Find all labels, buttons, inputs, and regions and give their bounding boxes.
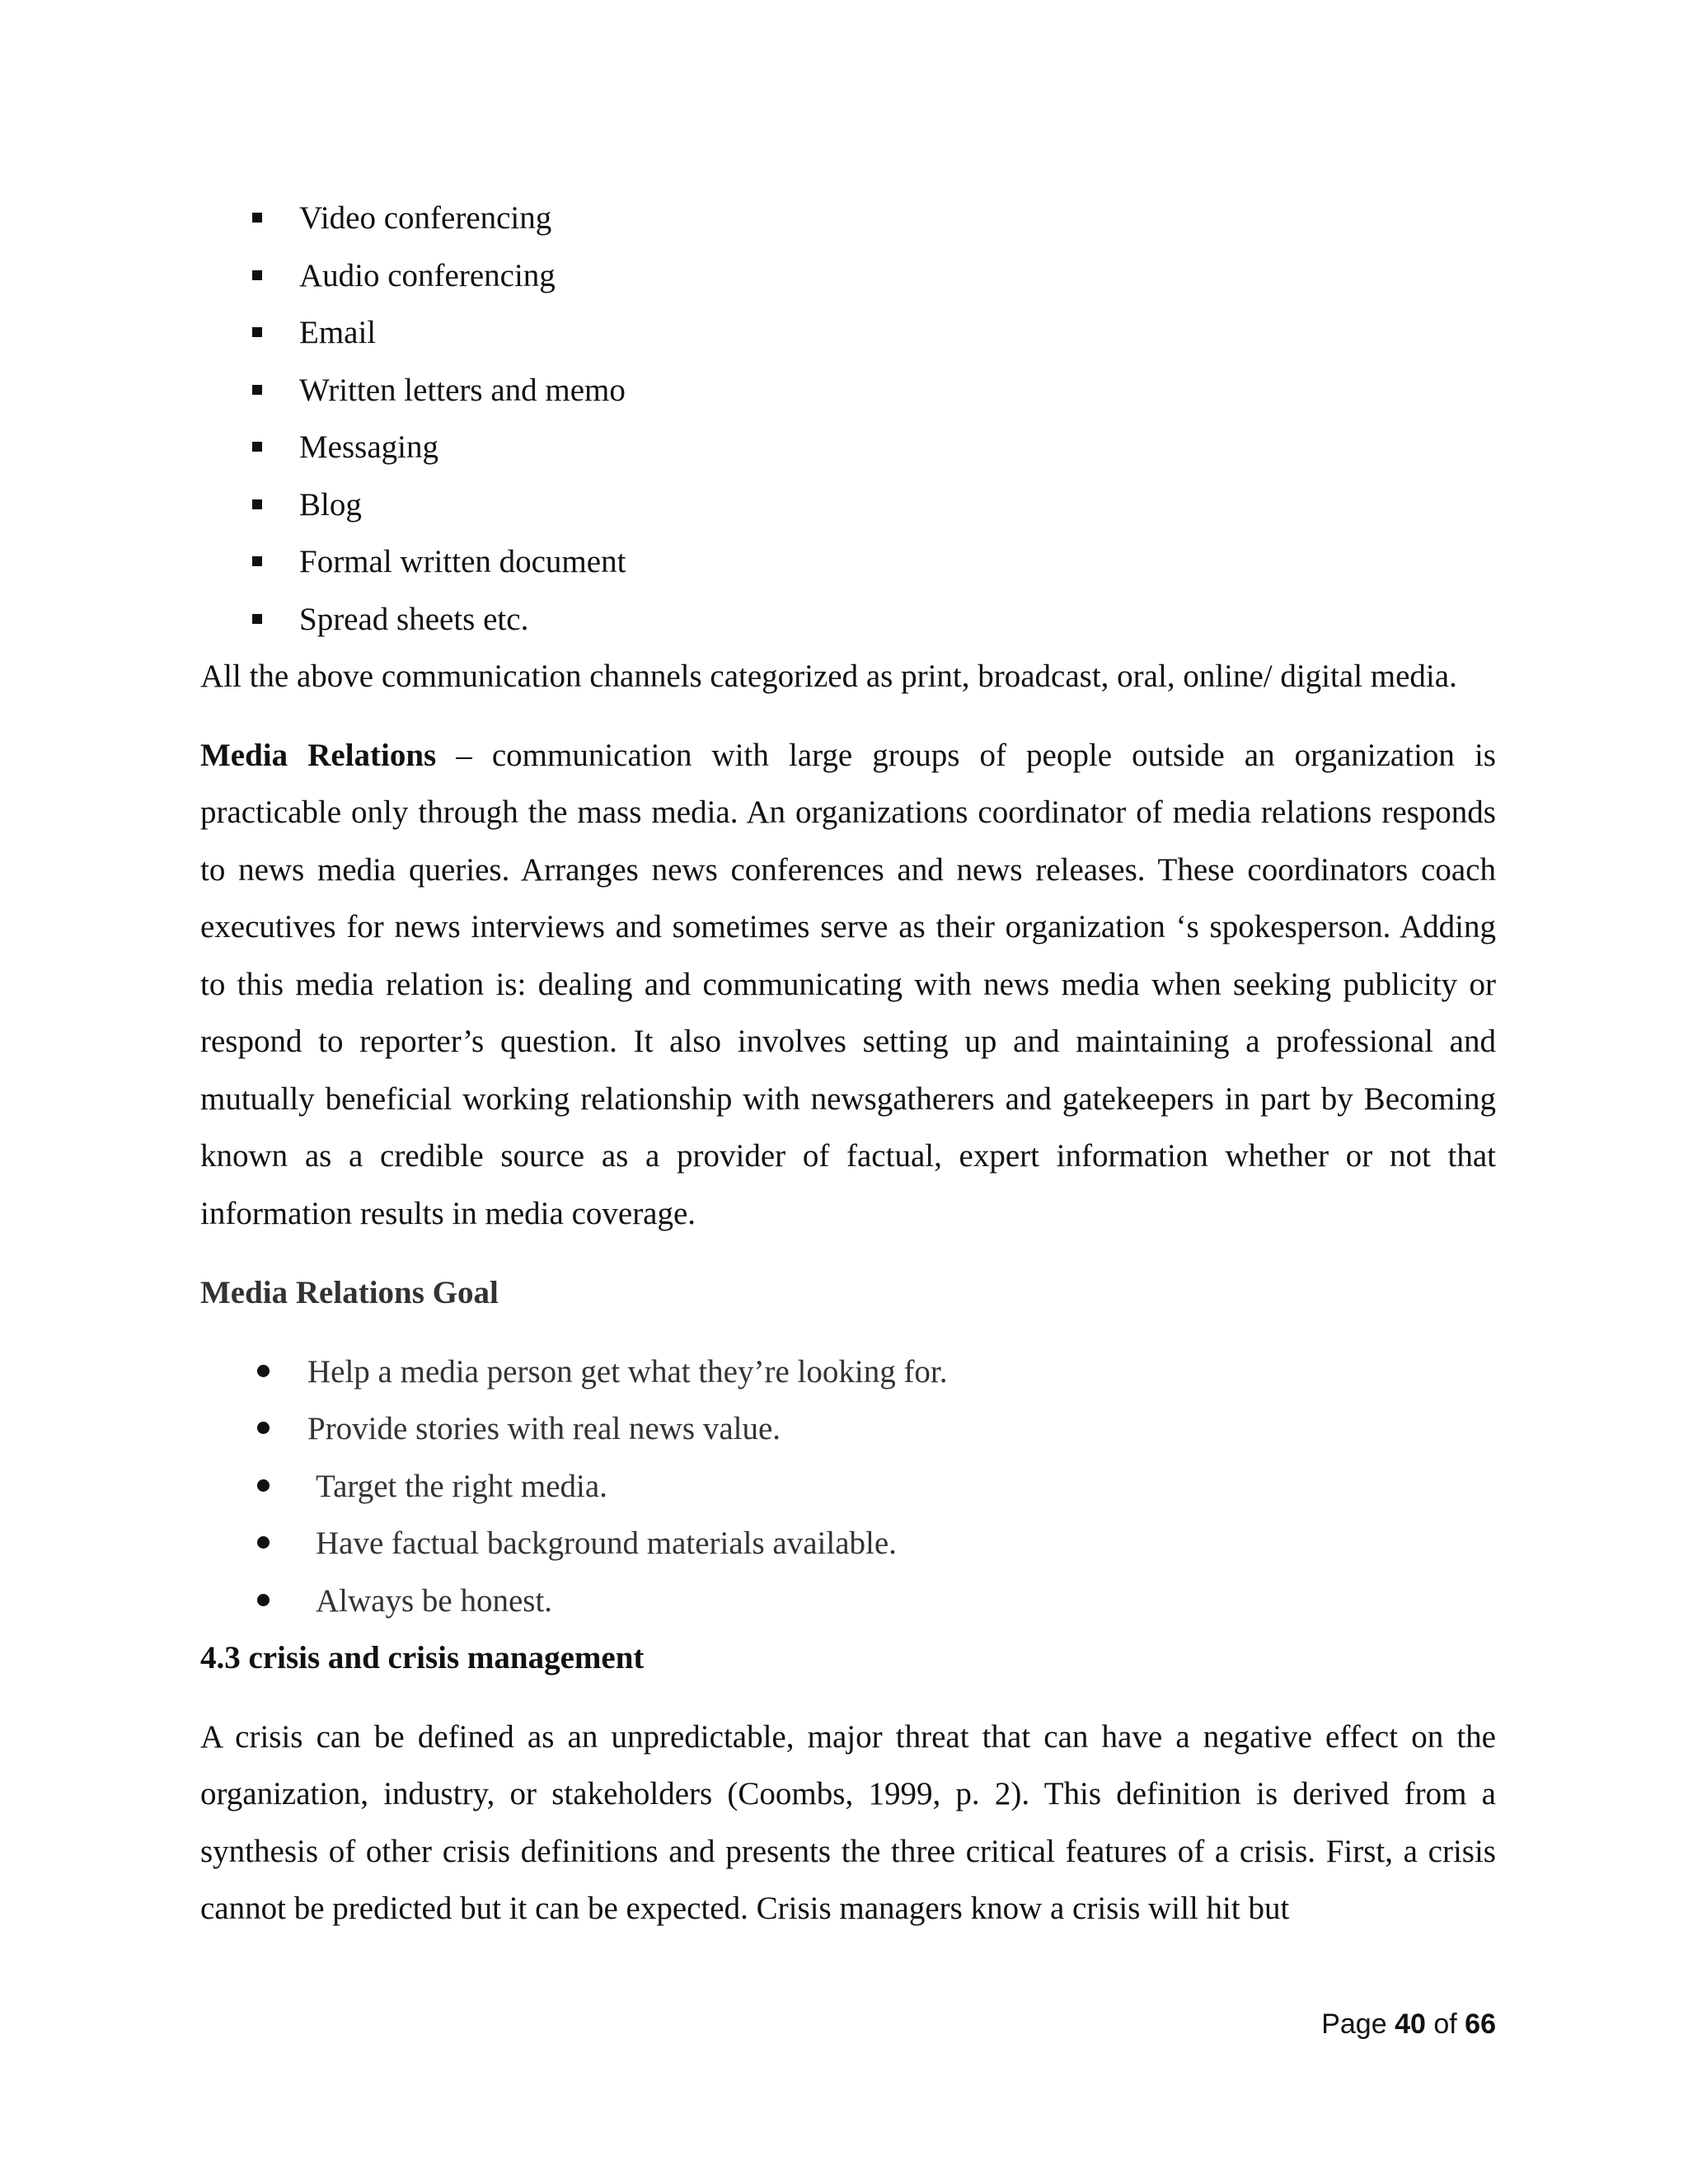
list-item bbox=[200, 190, 1496, 247]
current-page-number: 40 bbox=[1395, 2008, 1426, 2040]
list-item bbox=[200, 476, 1496, 534]
square-bullet-icon bbox=[252, 556, 262, 566]
media-relations-text: – communication with large groups of people outside an organization is practicable only through the mass media. An organizations coordinator of media relations responds to news media queries. Arranges news conferences and news releases. These coordinators coach executives for news interviews and sometimes serve as their organization ‘s spokesperson. Adding to this media relation is: dealing and communicating with news media when seeking publicity or respond to reporter’s question. It also involves setting up and maintaining a professional and mutually beneficial working relationship with newsgatherers and gatekeepers in part by Becoming known as a credible source as a provider of factual, expert information whether or not that information results in media coverage. bbox=[200, 737, 1496, 1231]
square-bullet-icon bbox=[252, 499, 262, 509]
list-item-text: Blog bbox=[299, 486, 362, 523]
list-item bbox=[200, 1400, 1496, 1458]
round-bullet-icon bbox=[257, 1536, 270, 1549]
round-bullet-icon bbox=[257, 1365, 270, 1377]
round-bullet-icon bbox=[257, 1594, 270, 1606]
list-item-text: Always be honest. bbox=[316, 1582, 553, 1619]
crisis-paragraph: A crisis can be defined as an unpredictable, major threat that can have a negative effect on the organization, industry, or stakeholders (Coombs, 1999, p. 2). This definition is derived from a synthesis of other crisis definitions and presents the three critical features of a crisis. First, a crisis cannot be predicted but it can be expected. Crisis managers know a crisis will hit but bbox=[200, 1718, 1496, 1926]
list-item-text: Have factual background materials available. bbox=[316, 1526, 897, 1561]
page-content bbox=[200, 190, 1496, 1938]
list-item-text: Written letters and memo bbox=[299, 372, 626, 408]
spacer bbox=[200, 1322, 1496, 1343]
list-item-text: Formal written document bbox=[299, 544, 626, 579]
list-item bbox=[200, 362, 1496, 419]
list-item bbox=[200, 419, 1496, 476]
list-item bbox=[200, 1572, 1496, 1630]
square-bullet-icon bbox=[252, 213, 262, 223]
channels-list bbox=[200, 190, 1496, 648]
media-relations-term: Media Relations bbox=[200, 737, 437, 773]
round-bullet-icon bbox=[257, 1422, 270, 1434]
square-bullet-icon bbox=[252, 442, 262, 452]
list-item-text: Help a media person get what they’re looking for. bbox=[307, 1353, 948, 1390]
list-item-text: Video conferencing bbox=[299, 200, 552, 236]
list-item bbox=[200, 247, 1496, 305]
square-bullet-icon bbox=[252, 270, 262, 280]
of-label: of bbox=[1433, 2008, 1457, 2040]
page-number-footer bbox=[1321, 2008, 1496, 2041]
list-item-text: Provide stories with real news value. bbox=[307, 1411, 781, 1446]
goal-list bbox=[200, 1343, 1496, 1630]
crisis-section-heading: 4.3 crisis and crisis management bbox=[200, 1640, 645, 1675]
list-item bbox=[200, 1515, 1496, 1572]
list-item bbox=[200, 533, 1496, 591]
media-relations-goal-heading: Media Relations Goal bbox=[200, 1275, 499, 1310]
square-bullet-icon bbox=[252, 327, 262, 337]
list-item-text: Spread sheets etc. bbox=[299, 601, 529, 637]
spacer bbox=[200, 1687, 1496, 1708]
square-bullet-icon bbox=[252, 385, 262, 395]
list-item-text: Audio conferencing bbox=[299, 257, 556, 293]
list-item-text: Email bbox=[299, 315, 377, 350]
page-label: Page bbox=[1321, 2008, 1387, 2040]
spacer bbox=[200, 705, 1496, 727]
round-bullet-icon bbox=[257, 1479, 270, 1492]
total-pages-number: 66 bbox=[1465, 2008, 1496, 2040]
channels-summary-paragraph: All the above communication channels categorized as print, broadcast, oral, online/ digital media. bbox=[200, 658, 1457, 694]
list-item bbox=[200, 304, 1496, 362]
list-item-text: Target the right media. bbox=[316, 1468, 607, 1504]
list-item bbox=[200, 1343, 1496, 1401]
square-bullet-icon bbox=[252, 614, 262, 624]
spacer bbox=[200, 1242, 1496, 1264]
list-item-text: Messaging bbox=[299, 429, 438, 465]
media-relations-paragraph bbox=[200, 727, 1496, 1243]
list-item bbox=[200, 591, 1496, 649]
list-item bbox=[200, 1458, 1496, 1516]
